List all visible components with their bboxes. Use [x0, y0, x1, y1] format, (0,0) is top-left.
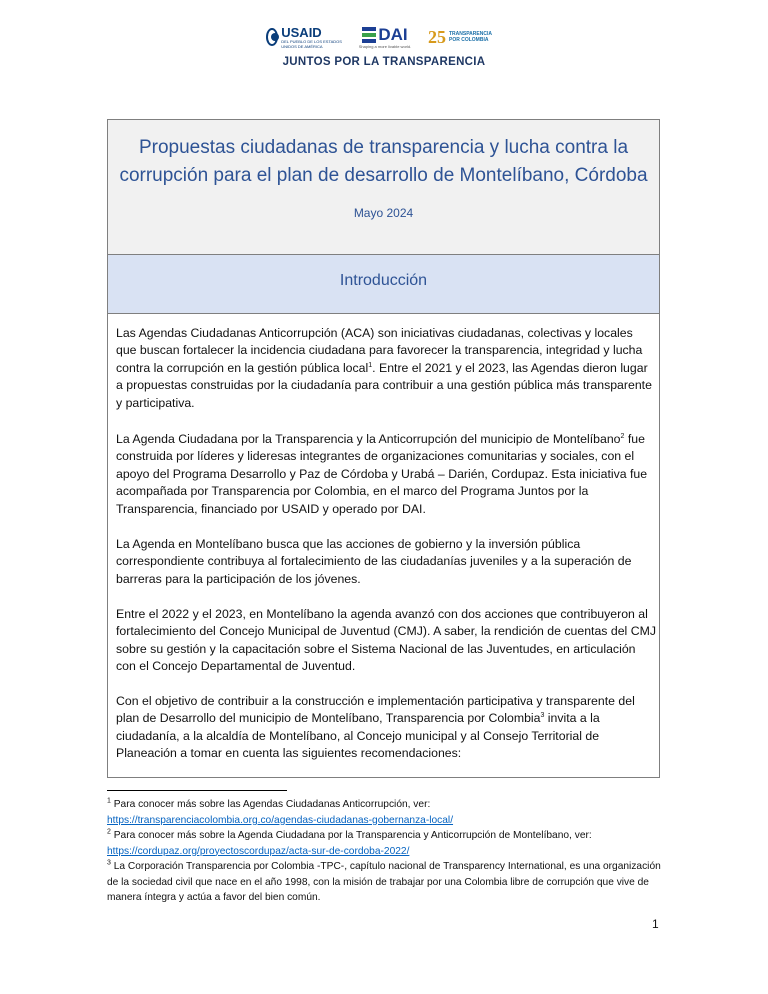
- title-block: [108, 120, 659, 255]
- page-header: [0, 18, 768, 78]
- usaid-logo: [266, 26, 342, 49]
- title-line-2: corrupción para el plan de desarrollo de Montelíbano, Córdoba: [119, 165, 648, 186]
- paragraph-1-text-a: Las Agendas Ciudadanas Anticorrupción (ACA) son iniciativas ciudadanas, colectivas y locales que buscan fortalecer la incidencia ciudadana para favorecer la transparencia, integridad y lucha contra la corrupción en la gestión pública local: [116, 326, 643, 375]
- introduction-body: [108, 314, 659, 777]
- document-date: Mayo 2024: [353, 206, 414, 220]
- paragraph-5-text-a: Con el objetivo de contribuir a la construcción e implementación participativa y transparente del plan de Desarrollo del municipio de Montelíbano, Transparencia por Colombia: [116, 694, 635, 726]
- paragraph-5-text-b: invita a la ciudadanía, a la alcaldía de Montelíbano, al Concejo municipal y al Consejo Territorial de Planeación a tomar en cuenta las siguientes recomendaciones:: [116, 711, 600, 761]
- footnote-2-link[interactable]: https://cordupaz.org/proyectoscordupaz/acta-sur-de-cordoba-2022/: [107, 845, 410, 857]
- section-heading-block: [108, 255, 659, 314]
- paragraph-5: [116, 693, 656, 763]
- footnote-3: [107, 859, 667, 906]
- paragraph-1: [116, 325, 656, 412]
- paragraph-1-text-b: . Entre el 2021 y el 2023, las Agendas dieron lugar a propuestas construidas por la ciudadanía para contribuir a una gestión pública más transparente y participativa.: [116, 360, 652, 410]
- dai-tagline: Shaping a more livable world.: [358, 43, 412, 49]
- usaid-seal-icon: [266, 28, 278, 46]
- paragraph-2-text-b: fue construida por líderes y lideresas integrantes de organizaciones comunitarias y sociales, con el apoyo del Programa Desarrollo y Paz de Córdoba y Urabá – Darién, Cordupaz. Esta iniciativa fue acompañada por Transparencia por Colombia, en el marco del Programa Juntos por la Transparencia, financiado por USAID y operado por DAI.: [116, 432, 648, 516]
- footnote-1-text: Para conocer más sobre las Agendas Ciudadanas Anticorrupción, ver:: [110, 799, 431, 810]
- footnote-2-number: 2: [107, 828, 111, 836]
- footnote-ref-1[interactable]: 1: [368, 361, 373, 369]
- dai-wordmark: DAI: [378, 25, 408, 44]
- footnote-1-link[interactable]: https://transparenciacolombia.org.co/agendas-ciudadanas-gobernanza-local/: [107, 814, 454, 826]
- footnote-3-text: La Corporación Transparencia por Colombia -TPC-, capítulo nacional de Transparency International, es una organización de la sociedad civil que nace en el año 1998, con la misión de trabajar por una Colombia libre de corrupción que vive de manera íntegra y actúa a favor del bien común.: [107, 861, 661, 904]
- footnote-separator: [107, 790, 287, 791]
- footnote-3-number: 3: [107, 859, 111, 867]
- usaid-subtitle: DEL PUEBLO DE LOS ESTADOS UNIDOS DE AMÉRICA: [281, 38, 342, 49]
- title-line-1: Propuestas ciudadanas de transparencia y lucha contra la: [138, 137, 629, 158]
- paragraph-2: [116, 431, 656, 518]
- content-frame: [107, 119, 660, 778]
- footnote-ref-3[interactable]: 3: [540, 712, 545, 720]
- footnote-2: [107, 828, 667, 859]
- usaid-wordmark: USAID: [281, 24, 322, 40]
- partner-logos: [266, 22, 506, 52]
- footnote-2-text: Para conocer más sobre la Agenda Ciudadana por la Transparencia y Anticorrupción de Montelíbano, ver:: [110, 830, 592, 841]
- tpc-text-line-1: TRANSPARENCIA: [449, 31, 492, 37]
- dai-logo: [352, 26, 418, 49]
- paragraph-2-text-a: La Agenda Ciudadana por la Transparencia y la Anticorrupción del municipio de Montelíbano: [116, 432, 621, 446]
- tpc-logo: [428, 27, 492, 48]
- tpc-text-line-2: POR COLOMBIA: [449, 37, 489, 43]
- footnote-1: [107, 797, 667, 828]
- document-title: [108, 134, 659, 190]
- dai-bars-icon: [362, 26, 376, 44]
- program-tagline: JUNTOS POR LA TRANSPARENCIA: [282, 56, 486, 68]
- page-number: 1: [652, 917, 659, 931]
- paragraph-3: La Agenda en Montelíbano busca que las acciones de gobierno y la inversión pública correspondiente contribuya al fortalecimiento de las ciudadanías juveniles y a la superación de barreras para la participación de los jóvenes.: [116, 537, 632, 586]
- footnote-1-number: 1: [107, 797, 111, 805]
- paragraph-4: Entre el 2022 y el 2023, en Montelíbano la agenda avanzó con dos acciones que contribuyeron al fortalecimiento del Concejo Municipal de Juventud (CMJ). A saber, la rendición de cuentas del CMJ sobre su gestión y la capacitación sobre el Sistema Nacional de las Juventudes, en articulación con el Concejo Departamental de Juventud.: [116, 607, 656, 674]
- footnote-ref-2[interactable]: 2: [620, 432, 625, 440]
- section-heading: Introducción: [339, 272, 428, 289]
- tpc-anniversary-number: 25: [428, 26, 446, 47]
